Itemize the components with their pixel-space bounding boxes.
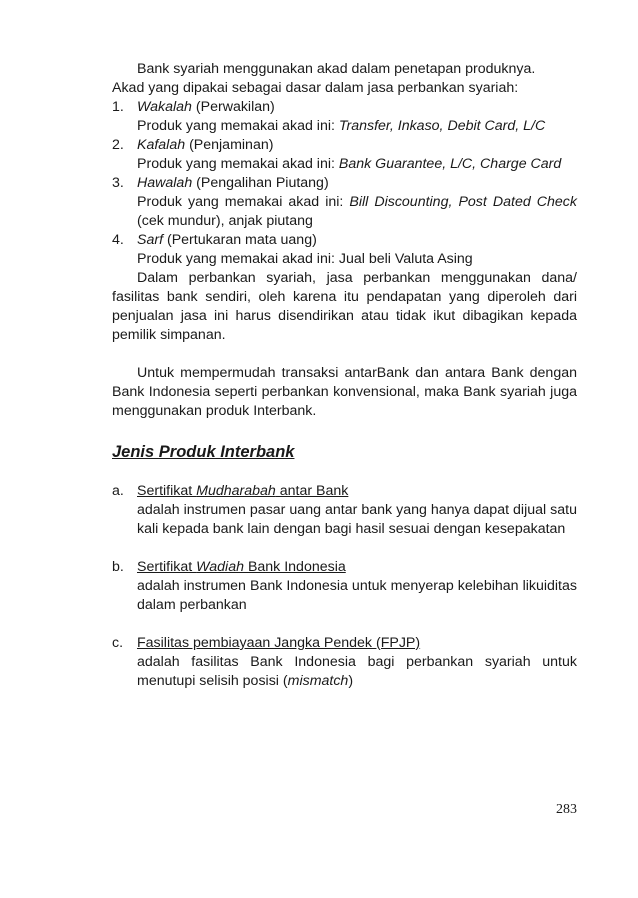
interbank-desc-pre: adalah instrumen Bank Indonesia untuk menyerap kelebihan likuiditas dalam perbankan	[137, 578, 577, 613]
akad-product-suffix: (cek mundur), anjak piutang	[137, 213, 313, 229]
interbank-title-post: Bank Indonesia	[244, 559, 346, 575]
akad-product-prefix: Produk yang memakai akad ini: Jual beli Valuta Asing	[137, 251, 473, 267]
akad-product-names: Transfer, Inkaso, Debit Card, L/C	[338, 118, 546, 134]
document-body	[112, 60, 577, 710]
akad-product-prefix: Produk yang memakai akad ini:	[137, 156, 339, 172]
interbank-title-pre: Fasilitas pembiayaan Jangka Pendek (FPJP)	[137, 635, 421, 651]
akad-name: Wakalah	[137, 99, 192, 115]
akad-item	[112, 98, 577, 136]
akad-product-prefix: Produk yang memakai akad ini:	[137, 118, 339, 134]
interbank-item	[112, 558, 577, 615]
akad-product	[137, 193, 577, 231]
interbank-desc-post: )	[348, 673, 354, 689]
interbank-title-italic: Wadiah	[196, 559, 244, 575]
interbank-item-letter: a.	[112, 483, 124, 499]
akad-product	[137, 250, 577, 269]
intro-line-1: Bank syariah menggunakan akad dalam penetapan produknya.	[137, 61, 536, 77]
akad-product-names: Bank Guarantee, L/C, Charge Card	[338, 156, 562, 172]
interbank-item-title	[137, 482, 577, 501]
akad-desc: (Pengalihan Piutang)	[192, 175, 329, 191]
interbank-item-desc	[137, 653, 577, 691]
akad-product-names: Bill Discounting, Post Dated Check	[349, 194, 577, 210]
interbank-item-title	[137, 634, 577, 653]
akad-item	[112, 136, 577, 174]
akad-name: Kafalah	[137, 137, 186, 153]
interbank-title-pre: Sertifikat	[137, 483, 197, 499]
akad-item-number: 4.	[112, 232, 124, 248]
akad-item	[112, 174, 577, 231]
akad-item-number: 3.	[112, 175, 124, 191]
akad-product-prefix: Produk yang memakai akad ini:	[137, 194, 350, 210]
akad-list	[112, 98, 577, 269]
akad-item	[112, 231, 577, 269]
interbank-item-desc	[137, 501, 577, 539]
section-heading: Jenis Produk Interbank	[112, 443, 295, 461]
akad-product	[137, 155, 577, 174]
akad-desc: (Pertukaran mata uang)	[163, 232, 317, 248]
interbank-item-desc	[137, 577, 577, 615]
interbank-item	[112, 634, 577, 691]
akad-item-title	[137, 98, 577, 117]
akad-desc: (Perwakilan)	[191, 99, 275, 115]
akad-name: Hawalah	[137, 175, 193, 191]
akad-item-number: 2.	[112, 137, 124, 153]
interbank-item-letter: b.	[112, 559, 124, 575]
interbank-item-title	[137, 558, 577, 577]
interbank-title-pre: Sertifikat	[137, 559, 197, 575]
interbank-title-post: antar Bank	[275, 483, 349, 499]
paragraph-jasa: Dalam perbankan syariah, jasa perbankan menggunakan dana/ fasilitas bank sendiri, oleh karena itu pendapatan yang diperoleh dari penjualan jasa ini harus disendirikan atau tidak ikut dibagikan kepada pemilik simpanan.	[112, 270, 577, 343]
akad-product	[137, 117, 577, 136]
page-number: 283	[556, 802, 577, 817]
akad-item-title	[137, 174, 577, 193]
interbank-item-letter: c.	[112, 635, 124, 651]
interbank-list	[112, 482, 577, 691]
interbank-item	[112, 482, 577, 539]
akad-item-title	[137, 136, 577, 155]
akad-desc: (Penjaminan)	[185, 137, 274, 153]
interbank-title-italic: Mudharabah	[196, 483, 276, 499]
interbank-desc-pre: adalah instrumen pasar uang antar bank yang hanya dapat dijual satu kali kepada bank lain dengan bagi hasil sesuai dengan kesepakatan	[137, 502, 577, 537]
paragraph-interbank: Untuk mempermudah transaksi antarBank dan antara Bank dengan Bank Indonesia seperti perbankan konvensional, maka Bank syariah juga menggunakan produk Interbank.	[112, 365, 577, 419]
akad-item-number: 1.	[112, 99, 124, 115]
akad-item-title	[137, 231, 577, 250]
intro-line-2: Akad yang dipakai sebagai dasar dalam jasa perbankan syariah:	[112, 80, 519, 96]
interbank-desc-italic: mismatch	[287, 673, 349, 689]
akad-name: Sarf	[137, 232, 164, 248]
interbank-desc-pre: adalah fasilitas Bank Indonesia bagi perbankan syariah untuk menutupi selisih posisi (	[137, 654, 577, 689]
